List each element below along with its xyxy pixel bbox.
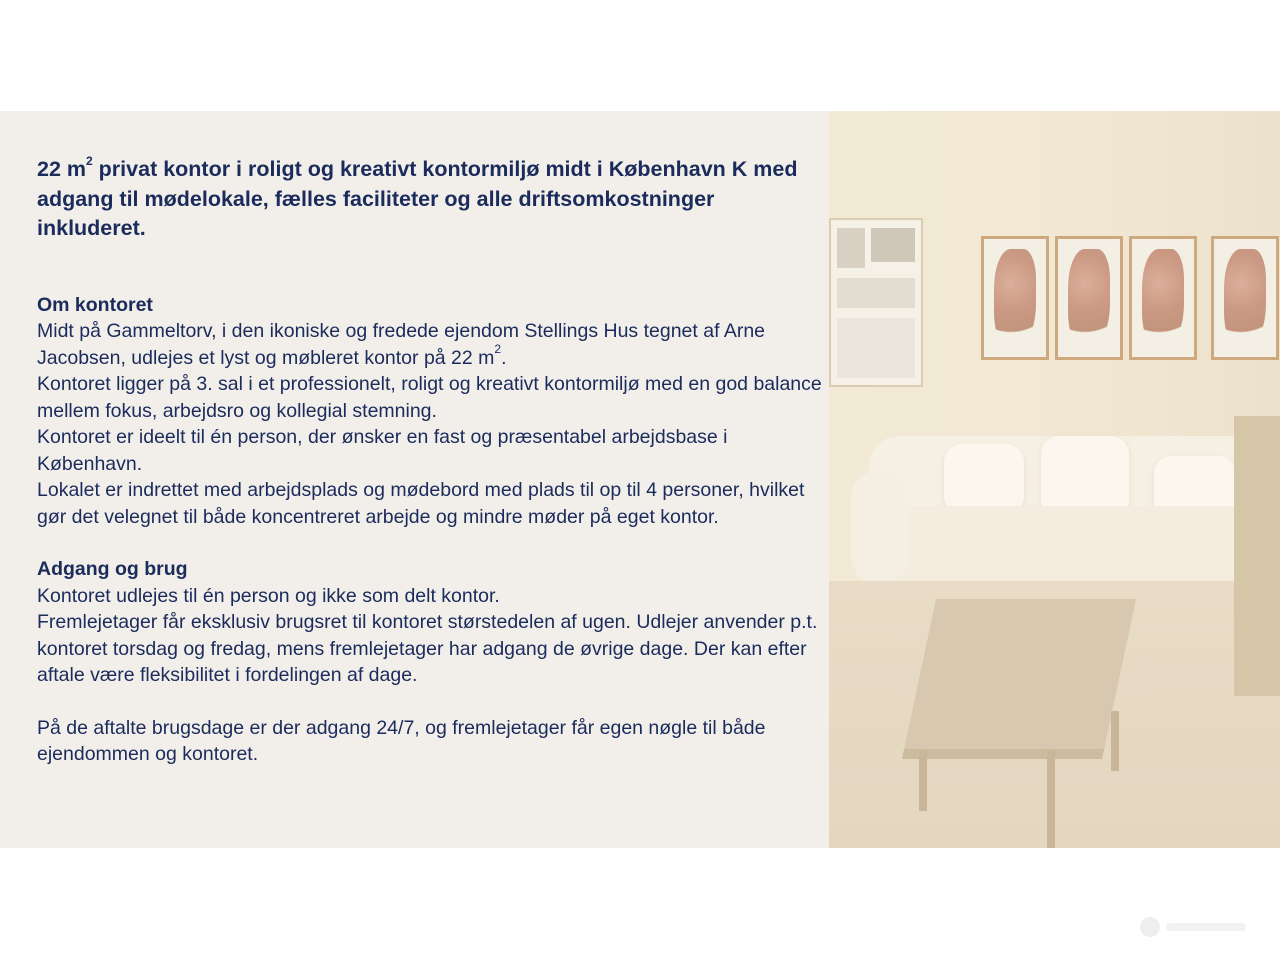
framed-art xyxy=(1211,236,1279,360)
pinboard-note xyxy=(871,228,915,262)
paragraph-furnishing: Lokalet er indrettet med arbejdsplads og mødebord med plads til op til 4 personer, hvilket gør det velegnet til både koncentreret arbejde og mindre møder på eget kontor. xyxy=(37,479,805,528)
paragraph-ideal: Kontoret er ideelt til én person, der ønsker en fast og præsentabel arbejdsbase i København. xyxy=(37,426,728,475)
paragraph-usage-days: Fremlejetager får eksklusiv brugsret til kontoret størstedelen af ugen. Udlejer anvender p.t. kontoret torsdag og fredag, mens fremlejetager har adgang de øvrige dage. Der kan efter aftale være fleksibilitet i fordelingen af dage. xyxy=(37,611,818,686)
paragraph-single-tenant: Kontoret udlejes til én person og ikke som delt kontor. xyxy=(37,584,500,607)
listing-headline xyxy=(37,155,822,244)
section-title-om-kontoret: Om kontoret xyxy=(37,293,153,316)
cabinet xyxy=(1234,416,1280,696)
framed-art-image xyxy=(994,249,1036,347)
watermark-wordmark xyxy=(1166,923,1246,931)
framed-art-image xyxy=(1068,249,1110,347)
table-leg xyxy=(1047,751,1055,848)
framed-art xyxy=(1055,236,1123,360)
content-panel xyxy=(0,111,1280,848)
pinboard-note xyxy=(837,318,915,378)
table-leg xyxy=(919,751,927,811)
headline-superscript: 2 xyxy=(86,153,93,168)
pinboard-note xyxy=(837,228,865,268)
sofa-arm xyxy=(851,471,909,581)
paragraph-location xyxy=(37,318,822,371)
paragraph-floor: Kontoret ligger på 3. sal i et professionelt, roligt og kreativt kontormiljø med en god balance mellem fokus, arbejdsro og kollegial stemning. xyxy=(37,373,822,422)
headline-part-1: 22 m xyxy=(37,157,87,181)
coffee-table xyxy=(902,599,1136,759)
paragraph-location-text: Midt på Gammeltorv, i den ikoniske og fredede ejendom Stellings Hus tegnet af Arne Jacobsen, udlejes et lyst og møbleret kontor på 22 m xyxy=(37,320,766,369)
table-leg xyxy=(1111,711,1119,771)
sofa-pillow xyxy=(944,444,1024,514)
section-om-kontoret xyxy=(37,292,822,531)
listing-text xyxy=(37,155,822,768)
framed-art xyxy=(981,236,1049,360)
headline-part-2: privat kontor i roligt og kreativt kontormiljø midt i København K med adgang til mødelokale, fælles faciliteter og alle driftsomkostninger inkluderet. xyxy=(37,157,798,240)
pinboard-note xyxy=(837,278,915,308)
section-adgang-og-brug xyxy=(37,556,822,768)
office-photo xyxy=(829,111,1280,848)
watermark-logo xyxy=(1140,915,1250,939)
watermark-icon xyxy=(1140,917,1160,937)
sofa-seat xyxy=(854,506,1280,581)
photo-pinboard xyxy=(829,218,923,387)
framed-art xyxy=(1129,236,1197,360)
paragraph-location-superscript: 2 xyxy=(494,342,502,356)
paragraph-access: På de aftalte brugsdage er der adgang 24/7, og fremlejetager får egen nøgle til både ejendommen og kontoret. xyxy=(37,716,766,765)
paragraph-location-end: . xyxy=(501,346,507,369)
framed-art-image xyxy=(1224,249,1266,347)
section-title-adgang-og-brug: Adgang og brug xyxy=(37,558,188,580)
framed-art-image xyxy=(1142,249,1184,347)
